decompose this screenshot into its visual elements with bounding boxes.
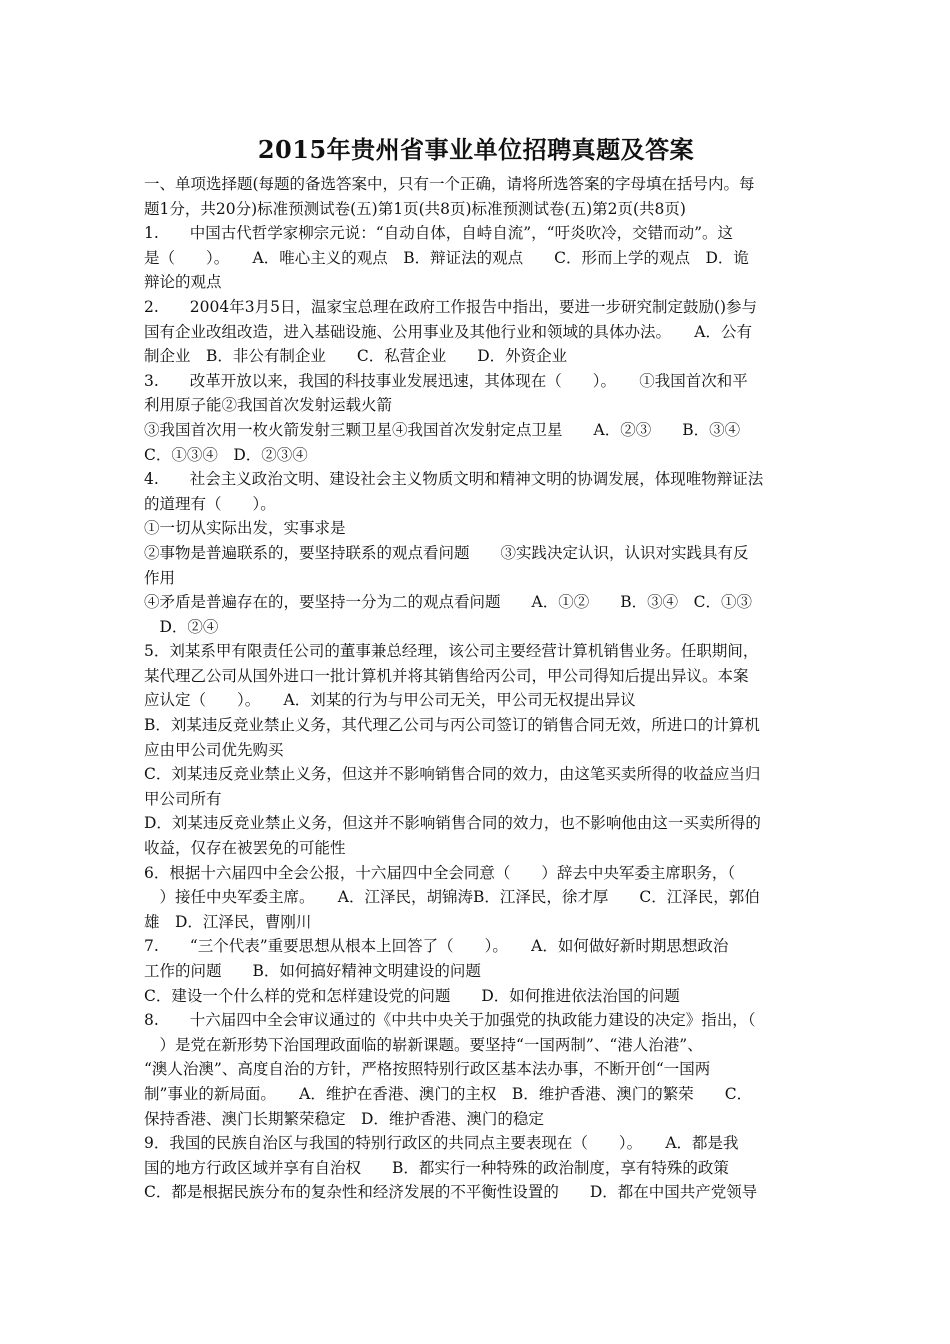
text-line: 7. “三个代表”重要思想从根本上回答了（ ）。 A．如何做好新时期思想政治: [144, 937, 729, 956]
text-line: C．都是根据民族分布的复杂性和经济发展的不平衡性设置的 D．都在中国共产党领导: [144, 1183, 758, 1202]
text-line: 9．我国的民族自治区与我国的特别行政区的共同点主要表现在（ ）。 A．都是我: [144, 1134, 739, 1153]
text-line: ④矛盾是普遍存在的，要坚持一分为二的观点看问题 A．①② B．③④ C．①③: [144, 593, 752, 612]
text-line: 8. 十六届四中全会审议通过的《中共中央关于加强党的执政能力建设的决定》指出，（: [144, 1011, 756, 1030]
text-line: 6．根据十六届四中全会公报，十六届四中全会同意（ ）辞去中央军委主席职务，（: [144, 863, 736, 882]
text-line: D．②④: [144, 617, 219, 636]
text-line: 制企业 B．非公有制企业 C．私营企业 D．外资企业: [144, 347, 568, 366]
text-line: 国有企业改组改造，进入基础设施、公用事业及其他行业和领域的具体办法。 A．公有: [144, 322, 752, 341]
text-line: 制”事业的新局面。 A．维护在香港、澳门的主权 B．维护香港、澳门的繁荣 C．: [144, 1084, 753, 1103]
text-line: 5．刘某系甲有限责任公司的董事兼总经理，该公司主要经营计算机销售业务。任职期间，: [144, 642, 759, 661]
text-line: “澳人治澳”、高度自治的方针，严格按照特别行政区基本法办事，不断开创“一国两: [144, 1060, 711, 1079]
text-line: 的道理有（ ）。: [144, 494, 276, 513]
text-line: 甲公司所有: [144, 789, 222, 808]
text-line: C．建设一个什么样的党和怎样建设党的问题 D．如何推进依法治国的问题: [144, 986, 680, 1005]
document-page: [144, 134, 808, 1205]
text-line: B．刘某违反竞业禁止义务，其代理乙公司与丙公司签订的销售合同无效，所进口的计算机: [144, 716, 760, 735]
text-line: ②事物是普遍联系的，要坚持联系的观点看问题 ③实践决定认识，认识对实践具有反: [144, 543, 749, 562]
text-line: 收益，仅存在被罢免的可能性: [144, 839, 346, 858]
text-line: 4. 社会主义政治文明、建设社会主义物质文明和精神文明的协调发展，体现唯物辩证法: [144, 470, 764, 489]
text-line: 辩论的观点: [144, 273, 222, 292]
text-line: 某代理乙公司从国外进口一批计算机并将其销售给丙公司，甲公司得知后提出异议。本案: [144, 666, 749, 685]
text-line: 保持香港、澳门长期繁荣稳定 D．维护香港、澳门的稳定: [144, 1109, 544, 1128]
text-line: ①一切从实际出发，实事求是: [144, 519, 346, 538]
text-line: 1. 中国古代哲学家柳宗元说：“自动自体，自峙自流”，“吁炎吹冷，交错而动”。这: [144, 224, 733, 243]
text-line: 题1分，共20分)标准预测试卷(五)第1页(共8页)标准预测试卷(五)第2页(共8页): [144, 199, 686, 218]
text-line: 一、单项选择题(每题的备选答案中，只有一个正确，请将所选答案的字母填在括号内。每: [144, 175, 755, 193]
text-line: C．刘某违反竞业禁止义务，但这并不影响销售合同的效力，由这笔买卖所得的收益应当归: [144, 765, 761, 784]
text-line: 应认定（ ）。 A．刘某的行为与甲公司无关，甲公司无权提出异议: [144, 691, 636, 710]
text-line: 国的地方行政区域并享有自治权 B．都实行一种特殊的政治制度，享有特殊的政策: [144, 1158, 729, 1177]
document-body: [144, 172, 808, 1205]
text-line: 利用原子能②我国首次发射运载火箭: [144, 396, 393, 415]
text-line: 是（ ）。 A．唯心主义的观点 B．辩证法的观点 C．形而上学的观点 D．诡: [144, 248, 749, 267]
document-title: 2015年贵州省事业单位招聘真题及答案: [257, 135, 695, 164]
text-line: 工作的问题 B．如何搞好精神文明建设的问题: [144, 962, 481, 980]
text-line: 作用: [144, 568, 176, 587]
text-line: ）是党在新形势下治国理政面临的崭新课题。要坚持“一国两制”、“港人治港”、: [144, 1035, 703, 1054]
text-line: C．①③④ D．②③④: [144, 445, 308, 464]
text-line: ）接任中央军委主席。 A．江泽民，胡锦涛B．江泽民，徐才厚 C．江泽民，郭伯: [144, 888, 760, 907]
text-line: 雄 D．江泽民，曹刚川: [144, 912, 312, 931]
text-line: 2. 2004年3月5日，温家宝总理在政府工作报告中指出，要进一步研究制定鼓励()参与: [144, 297, 758, 316]
text-line: D．刘某违反竞业禁止义务，但这并不影响销售合同的效力，也不影响他由这一买卖所得的: [144, 814, 761, 833]
text-line: ③我国首次用一枚火箭发射三颗卫星④我国首次发射定点卫星 A．②③ B．③④: [144, 420, 741, 439]
text-line: 应由甲公司优先购买: [144, 740, 284, 759]
text-line: 3. 改革开放以来，我国的科技事业发展迅速，其体现在（ ）。 ①我国首次和平: [144, 371, 748, 390]
